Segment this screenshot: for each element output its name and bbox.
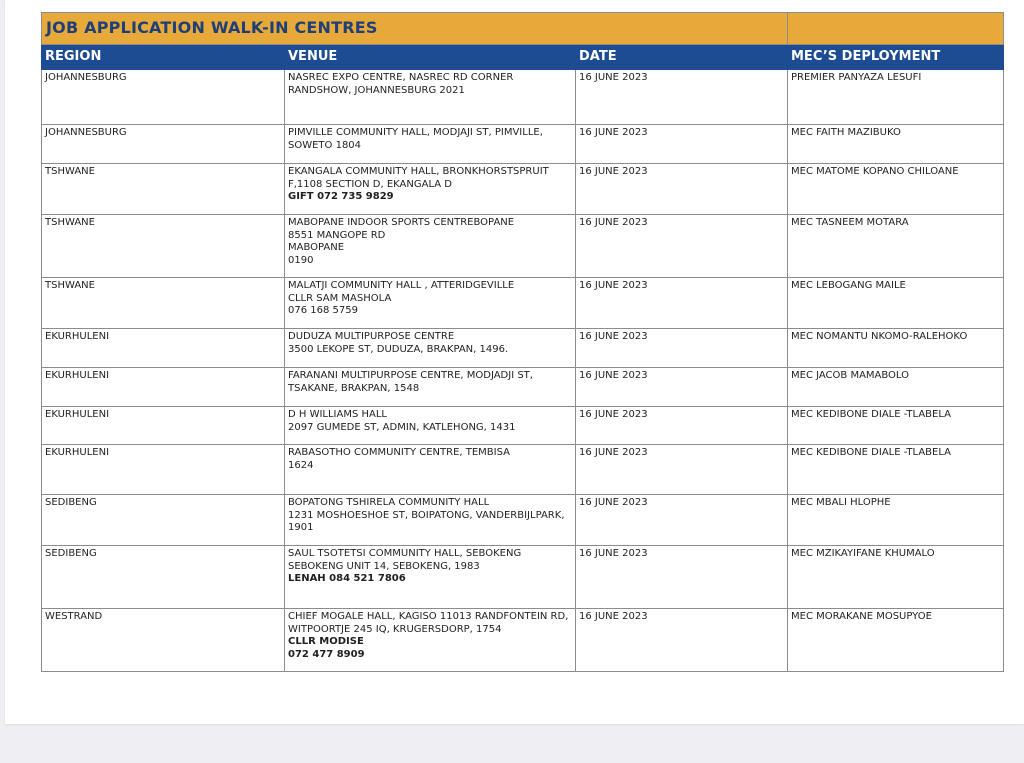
venue-line: EKANGALA COMMUNITY HALL, BRONKHORSTSPRUIT [288, 166, 549, 177]
venue-contact-line: CLLR MODISE [288, 636, 364, 647]
venue-contact-line: 072 477 8909 [288, 648, 365, 660]
venue-line: SEBOKENG UNIT 14, SEBOKENG, 1983 [288, 560, 480, 572]
mec-deployment-cell: MEC MZIKAYIFANE KHUMALO [788, 546, 1004, 609]
venue-line: RABASOTHO COMMUNITY CENTRE, TEMBISA [288, 447, 510, 458]
venue-cell [285, 278, 576, 329]
venue-line: 1624 [288, 459, 314, 471]
date-cell: 16 JUNE 2023 [576, 407, 788, 445]
venue-line: 3500 LEKOPE ST, DUDUZA, BRAKPAN, 1496. [288, 343, 509, 355]
venue-line: PIMVILLE COMMUNITY HALL, MODJAJI ST, PIMVILLE, [288, 127, 543, 138]
region-cell: EKURHULENI [42, 329, 285, 368]
venue-line: CHIEF MOGALE HALL, KAGISO 11013 RANDFONTEIN RD, [288, 611, 569, 622]
column-header-region: REGION [42, 45, 285, 70]
venue-cell [285, 609, 576, 672]
venue-line: 8551 MANGOPE RD [288, 229, 386, 241]
venue-line: MALATJI COMMUNITY HALL , ATTERIDGEVILLE [288, 280, 515, 291]
date-cell: 16 JUNE 2023 [576, 125, 788, 164]
venue-line: 1901 [288, 522, 314, 533]
walk-in-centres-table [41, 12, 1004, 672]
venue-cell [285, 495, 576, 546]
venue-contact-line: GIFT 072 735 9829 [288, 191, 394, 202]
mec-deployment-cell: MEC LEBOGANG MAILE [788, 278, 1004, 329]
region-cell: JOHANNESBURG [42, 70, 285, 125]
venue-cell [285, 329, 576, 368]
column-header-mec-deployment: MEC’S DEPLOYMENT [788, 45, 1004, 70]
mec-deployment-cell: MEC KEDIBONE DIALE -TLABELA [788, 407, 1004, 445]
region-cell: WESTRAND [42, 609, 285, 672]
table-row [42, 546, 1004, 609]
venue-contact-line: LENAH 084 521 7806 [288, 573, 406, 584]
mec-deployment-cell: MEC KEDIBONE DIALE -TLABELA [788, 445, 1004, 495]
region-cell: TSHWANE [42, 164, 285, 215]
date-cell: 16 JUNE 2023 [576, 278, 788, 329]
table-row [42, 407, 1004, 445]
date-cell: 16 JUNE 2023 [576, 546, 788, 609]
mec-deployment-cell: PREMIER PANYAZA LESUFI [788, 70, 1004, 125]
date-cell: 16 JUNE 2023 [576, 329, 788, 368]
date-cell: 16 JUNE 2023 [576, 495, 788, 546]
table-title-row [42, 13, 1004, 45]
venue-line: NASREC EXPO CENTRE, NASREC RD CORNER [288, 72, 514, 83]
venue-line: TSAKANE, BRAKPAN, 1548 [288, 382, 420, 394]
venue-line: 2097 GUMEDE ST, ADMIN, KATLEHONG, 1431 [288, 421, 516, 433]
venue-line: DUDUZA MULTIPURPOSE CENTRE [288, 331, 455, 342]
region-cell: EKURHULENI [42, 407, 285, 445]
venue-cell [285, 445, 576, 495]
header-row [42, 45, 1004, 70]
venue-line: MABOPANE INDOOR SPORTS CENTREBOPANE [288, 217, 515, 228]
table-row [42, 164, 1004, 215]
venue-cell [285, 70, 576, 125]
venue-cell [285, 407, 576, 445]
title-empty-cell [788, 13, 1004, 45]
venue-cell [285, 368, 576, 407]
date-cell: 16 JUNE 2023 [576, 445, 788, 495]
mec-deployment-cell: MEC JACOB MAMABOLO [788, 368, 1004, 407]
region-cell: SEDIBENG [42, 495, 285, 546]
venue-line: 1231 MOSHOESHOE ST, BOIPATONG, VANDERBIJLPARK, [288, 509, 565, 521]
venue-line: 0190 [288, 254, 314, 266]
venue-line: MABOPANE [288, 242, 345, 253]
date-cell: 16 JUNE 2023 [576, 368, 788, 407]
table-row [42, 368, 1004, 407]
venue-cell [285, 215, 576, 278]
venue-line: SOWETO 1804 [288, 139, 362, 151]
venue-line: D H WILLIAMS HALL [288, 409, 388, 420]
date-cell: 16 JUNE 2023 [576, 164, 788, 215]
region-cell: EKURHULENI [42, 368, 285, 407]
region-cell: TSHWANE [42, 215, 285, 278]
region-cell: SEDIBENG [42, 546, 285, 609]
mec-deployment-cell: MEC MATOME KOPANO CHILOANE [788, 164, 1004, 215]
mec-deployment-cell: MEC TASNEEM MOTARA [788, 215, 1004, 278]
mec-deployment-cell: MEC NOMANTU NKOMO-RALEHOKO [788, 329, 1004, 368]
venue-cell [285, 164, 576, 215]
region-cell: TSHWANE [42, 278, 285, 329]
document-page [5, 0, 1024, 724]
mec-deployment-cell: MEC MORAKANE MOSUPYOE [788, 609, 1004, 672]
table-title: JOB APPLICATION WALK-IN CENTRES [42, 13, 788, 45]
table-row [42, 495, 1004, 546]
table-row [42, 70, 1004, 125]
table-row [42, 215, 1004, 278]
venue-line: CLLR SAM MASHOLA [288, 292, 392, 304]
table-row [42, 445, 1004, 495]
venue-line: RANDSHOW, JOHANNESBURG 2021 [288, 84, 465, 96]
venue-line: FARANANI MULTIPURPOSE CENTRE, MODJADJI ST, [288, 370, 533, 381]
date-cell: 16 JUNE 2023 [576, 609, 788, 672]
venue-line: 076 168 5759 [288, 305, 358, 316]
column-header-date: DATE [576, 45, 788, 70]
venue-cell [285, 125, 576, 164]
venue-line: F,1108 SECTION D, EKANGALA D [288, 178, 452, 190]
table-row [42, 609, 1004, 672]
region-cell: JOHANNESBURG [42, 125, 285, 164]
venue-line: SAUL TSOTETSI COMMUNITY HALL, SEBOKENG [288, 548, 522, 559]
venue-cell [285, 546, 576, 609]
table-row [42, 329, 1004, 368]
date-cell: 16 JUNE 2023 [576, 70, 788, 125]
venue-line: BOPATONG TSHIRELA COMMUNITY HALL [288, 497, 490, 508]
mec-deployment-cell: MEC FAITH MAZIBUKO [788, 125, 1004, 164]
table-row [42, 125, 1004, 164]
venue-line: WITPOORTJE 245 IQ, KRUGERSDORP, 1754 [288, 623, 502, 635]
region-cell: EKURHULENI [42, 445, 285, 495]
column-header-venue: VENUE [285, 45, 576, 70]
date-cell: 16 JUNE 2023 [576, 215, 788, 278]
mec-deployment-cell: MEC MBALI HLOPHE [788, 495, 1004, 546]
table-row [42, 278, 1004, 329]
